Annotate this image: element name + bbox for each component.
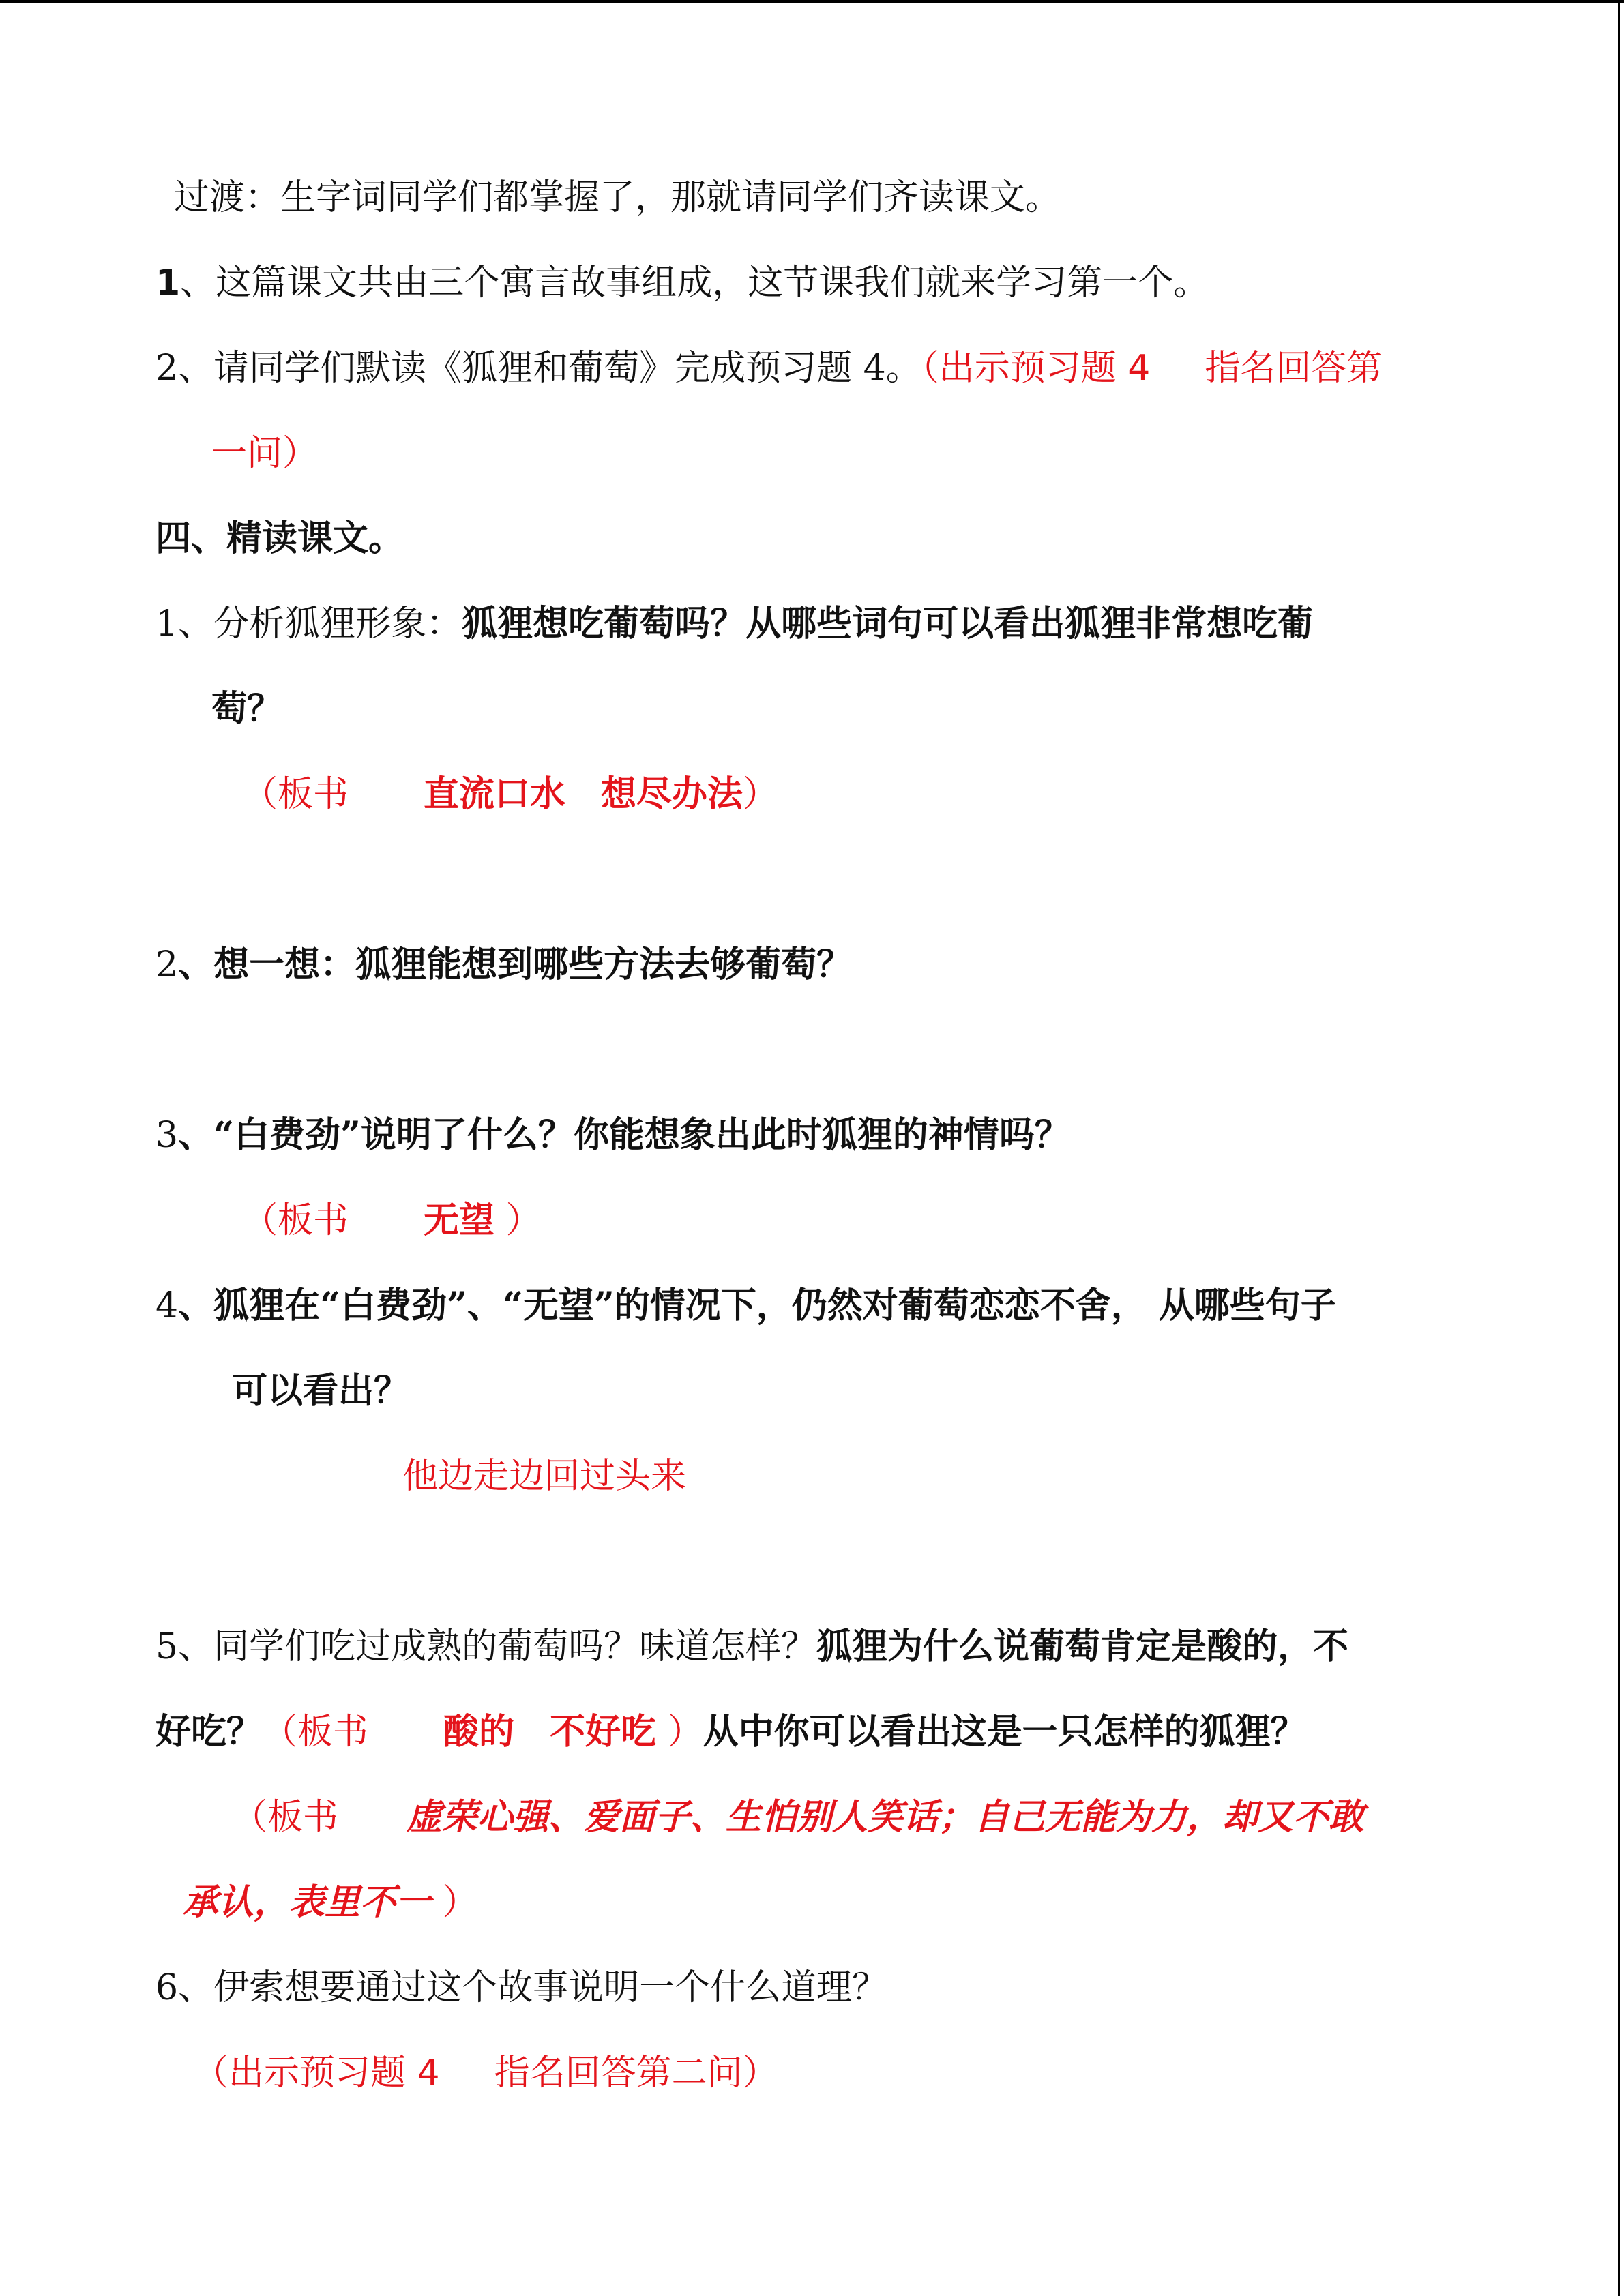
item-2-continuation: 一问） bbox=[211, 433, 319, 474]
transition-line: 过渡：生字词同学们都掌握了，那就请同学们齐读课文。 bbox=[174, 177, 1061, 218]
prompt-question-4-part-2: （出示预习题 4 指名回答第二问） bbox=[193, 2053, 778, 2093]
item-1-structure: 1、这篇课文共由三个寓言故事组成，这节课我们就来学习第一个。 bbox=[156, 263, 1209, 303]
question-5: 5、同学们吃过成熟的葡萄吗？味道怎样？狐狸为什么说葡萄肯定是酸的，不 bbox=[156, 1626, 1349, 1667]
question-5-continuation: 好吃？（板书 酸的 不好吃 ）从中你可以看出这是一只怎样的狐狸？ bbox=[156, 1711, 1306, 1753]
question-4: 4、狐狸在“白费劲”、“无望”的情况下，仍然对葡萄恋恋不舍， 从哪些句子 bbox=[156, 1285, 1336, 1326]
question-2: 2、想一想：狐狸能想到哪些方法去够葡萄？ bbox=[156, 944, 853, 985]
board-note-2: （板书 无望 ） bbox=[242, 1199, 542, 1241]
question-3: 3、“白费劲”说明了什么？你能想象出此时狐狸的神情吗？ bbox=[156, 1114, 1070, 1156]
question-4-continuation: 可以看出？ bbox=[232, 1370, 410, 1412]
item-2-silent-read: 2、请同学们默读《狐狸和葡萄》完成预习题 4。（出示预习题 4 指名回答第 bbox=[156, 348, 1383, 389]
answer-4: 他边走边回过头来 bbox=[402, 1456, 687, 1497]
page-top-border bbox=[0, 0, 1624, 3]
board-note-1: （板书 直流口水 想尽办法） bbox=[242, 773, 779, 815]
board-note-3: （板书 虚荣心强、爱面子、生怕别人笑话；自己无能为力，却又不敢 bbox=[232, 1796, 1365, 1838]
question-1: 1、分析狐狸形象：狐狸想吃葡萄吗？从哪些词句可以看出狐狸非常想吃葡 bbox=[156, 603, 1314, 644]
board-note-3-continuation: 承认，表里不一 ） bbox=[183, 1881, 478, 1923]
question-1-continuation: 萄？ bbox=[211, 688, 283, 730]
section-4-heading: 四、精读课文。 bbox=[156, 518, 404, 559]
page-right-border bbox=[1618, 0, 1620, 2296]
question-6: 6、伊索想要通过这个故事说明一个什么道理？ bbox=[156, 1967, 888, 2008]
